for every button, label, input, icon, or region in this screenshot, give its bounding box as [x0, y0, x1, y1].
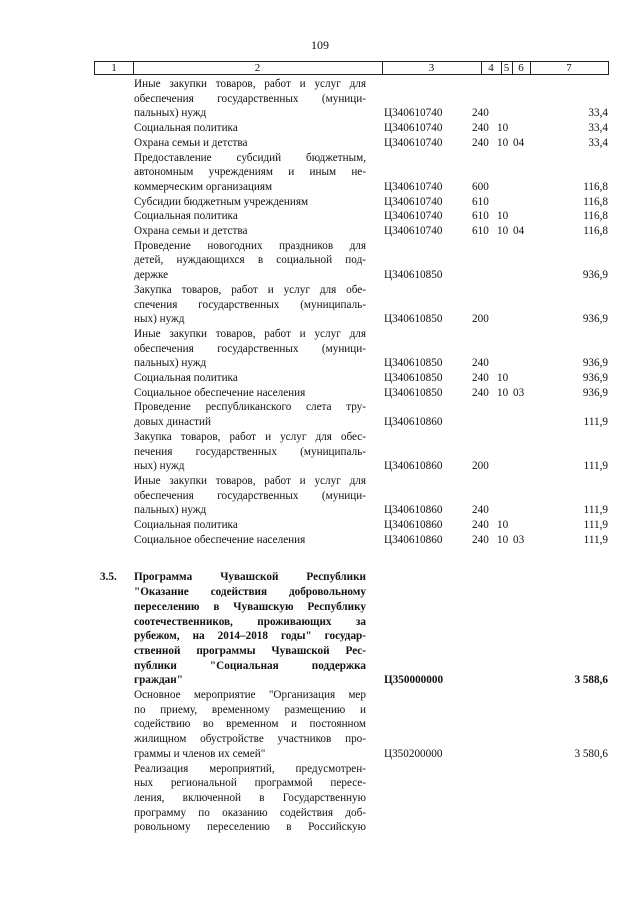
row-description: [134, 474, 366, 518]
row-description: [134, 762, 366, 836]
target-code: Ц340610740: [384, 180, 443, 193]
row-description: [134, 136, 366, 151]
description-line: публики "Социальная поддержка: [134, 659, 366, 672]
description-line: обеспечения государственных (муници-: [134, 92, 366, 105]
description-line: Реализация мероприятий, предусмотрен-: [134, 762, 366, 775]
target-code: Ц340610850: [384, 357, 443, 370]
description-line: ровольному переселению в Российскую: [134, 821, 366, 834]
amount: 3 588,6: [574, 674, 608, 687]
amount: 116,8: [583, 225, 608, 237]
subsection-code: 03: [513, 533, 525, 546]
row-description: [134, 570, 366, 688]
expense-type: 240: [472, 107, 489, 120]
amount: 936,9: [582, 386, 608, 399]
expense-type: 240: [472, 519, 489, 531]
description-line: ных) нужд: [134, 313, 185, 326]
section-code: 10: [497, 372, 509, 384]
target-code: Ц340610850: [384, 386, 443, 399]
amount: 33,4: [588, 122, 608, 135]
description-line: Социальная политика: [134, 519, 238, 531]
description-line: Социальное обеспечение населения: [134, 533, 306, 546]
description-line: ления, включенной в Государственную: [134, 791, 366, 804]
description-line: обеспечения государственных (муници-: [134, 489, 366, 502]
target-code: Ц340610860: [384, 416, 443, 429]
description-line: Программа Чувашской Республики: [134, 571, 366, 584]
description-line: переселению в Чувашскую Республику: [134, 600, 366, 613]
description-line: пальных) нужд: [134, 357, 207, 370]
row-description: [134, 327, 366, 371]
row-description: [134, 195, 366, 210]
target-code: Ц340610860: [384, 519, 443, 531]
description-line: Иные закупки товаров, работ и услуг для: [134, 327, 366, 340]
section-code: 10: [497, 122, 509, 135]
description-line: коммерческим организациям: [134, 180, 273, 193]
row-description: [134, 688, 366, 762]
target-code: Ц340610740: [384, 107, 443, 120]
expense-type: 240: [472, 372, 489, 384]
description-line: Закупка товаров, работ и услуг для обе-: [134, 283, 366, 296]
row-description: [134, 224, 366, 239]
header-col-6: 6: [512, 62, 531, 74]
header-col-5: 5: [501, 62, 513, 74]
description-line: Закупка товаров, работ и услуг для обес-: [134, 430, 366, 443]
section-number: 3.5.: [100, 571, 117, 584]
amount: 936,9: [582, 269, 608, 282]
expense-type: 240: [472, 122, 489, 135]
subsection-code: 04: [513, 136, 525, 149]
description-line: Охрана семьи и детства: [134, 225, 248, 237]
amount: 936,9: [582, 357, 608, 370]
description-line: держке: [134, 269, 169, 282]
expense-type: 240: [472, 136, 489, 149]
page-number: 109: [311, 38, 329, 52]
description-line: граммы и членов их семей": [134, 747, 266, 760]
expense-type: 240: [472, 533, 489, 546]
row-description: [134, 239, 366, 283]
section-code: 10: [497, 225, 509, 237]
row-description: [134, 77, 366, 121]
amount: 111,9: [583, 416, 608, 429]
row-description: [134, 533, 366, 548]
description-line: довых династий: [134, 416, 211, 429]
header-col-2: 2: [133, 62, 383, 74]
header-col-3: 3: [382, 62, 482, 74]
row-description: [134, 151, 366, 195]
amount: 116,8: [583, 210, 608, 223]
row-description: [134, 518, 366, 533]
expense-type: 600: [472, 180, 489, 193]
description-line: пальных) нужд: [134, 504, 207, 517]
target-code: Ц340610850: [384, 313, 443, 326]
amount: 116,8: [583, 180, 608, 193]
description-line: Социальная политика: [134, 122, 238, 135]
description-line: Охрана семьи и детства: [134, 136, 248, 149]
description-line: "Оказание содействия добровольному: [134, 586, 366, 599]
expense-type: 610: [472, 195, 489, 208]
target-code: Ц340610740: [384, 210, 443, 223]
description-line: Социальная политика: [134, 210, 238, 223]
row-description: [134, 430, 366, 474]
row-description: [134, 121, 366, 136]
amount: 3 580,6: [574, 747, 608, 760]
target-code: Ц350000000: [384, 674, 444, 687]
target-code: Ц340610850: [384, 269, 443, 282]
description-line: детей, нуждающихся в социальной под-: [134, 254, 366, 267]
target-code: Ц340610860: [384, 533, 443, 546]
description-line: Основное мероприятие "Организация мер: [134, 689, 366, 701]
description-line: Иные закупки товаров, работ и услуг для: [134, 474, 366, 487]
subsection-code: 04: [513, 225, 525, 237]
description-line: обеспечения государственных (муници-: [134, 342, 366, 355]
expense-type: 200: [472, 460, 489, 473]
amount: 936,9: [582, 372, 608, 384]
description-line: соотечественников, проживающих за: [134, 615, 366, 628]
header-col-1: 1: [95, 62, 134, 74]
expense-type: 240: [472, 386, 489, 399]
amount: 33,4: [588, 136, 608, 149]
description-line: Иные закупки товаров, работ и услуг для: [134, 78, 366, 90]
target-code: Ц340610740: [384, 225, 443, 237]
section-code: 10: [497, 533, 509, 546]
description-line: ственной программы Чувашской Рес-: [134, 644, 366, 657]
description-line: жилищном обустройстве участников про-: [134, 733, 366, 746]
amount: 111,9: [583, 533, 608, 546]
amount: 936,9: [582, 313, 608, 326]
target-code: Ц340610860: [384, 460, 443, 473]
description-line: Социальное обеспечение населения: [134, 386, 306, 399]
target-code: Ц340610740: [384, 122, 443, 135]
row-description: [134, 283, 366, 327]
expense-type: 610: [472, 210, 489, 223]
description-line: ных региональной программой пересе-: [134, 777, 366, 790]
section-code: 10: [497, 136, 509, 149]
description-line: рубежом, на 2014–2018 годы" государ-: [134, 630, 366, 643]
target-code: Ц340610740: [384, 195, 443, 208]
row-description: [134, 209, 366, 224]
description-line: Предоставление субсидий бюджетным,: [134, 151, 366, 164]
description-line: автономным учреждениям и иным не-: [134, 166, 366, 179]
row-description: [134, 371, 366, 386]
description-line: ных) нужд: [134, 460, 185, 473]
subsection-code: 03: [513, 386, 525, 399]
description-line: программу по оказанию содействия доб-: [134, 806, 366, 819]
expense-type: 200: [472, 313, 489, 326]
section-code: 10: [497, 519, 509, 531]
amount: 33,4: [588, 107, 608, 120]
description-line: Проведение новогодних праздников для: [134, 239, 366, 252]
header-col-7: 7: [566, 62, 572, 74]
target-code: Ц340610740: [384, 136, 443, 149]
target-code: Ц340610850: [384, 372, 443, 384]
description-line: содействию во временном и постоянном: [134, 718, 366, 731]
section-code: 10: [497, 210, 509, 223]
row-description: [134, 400, 366, 429]
amount: 116,8: [583, 195, 608, 208]
description-line: спечения государственных (муниципаль-: [134, 298, 366, 311]
description-line: печения государственных (муниципаль-: [134, 445, 366, 458]
section-code: 10: [497, 386, 509, 399]
row-description: [134, 386, 366, 401]
target-code: Ц350200000: [384, 747, 443, 760]
amount: 111,9: [583, 504, 608, 517]
expense-type: 610: [472, 225, 489, 237]
expense-type: 240: [472, 504, 489, 517]
expense-type: 240: [472, 357, 489, 370]
header-col-4: 4: [481, 62, 502, 74]
amount: 111,9: [583, 519, 608, 531]
amount: 111,9: [583, 460, 608, 473]
target-code: Ц340610860: [384, 504, 443, 517]
table-header: [94, 61, 609, 75]
description-line: Проведение республиканского слета тру-: [134, 401, 366, 414]
description-line: граждан": [134, 674, 183, 687]
description-line: Социальная политика: [134, 372, 238, 384]
description-line: Субсидии бюджетным учреждениям: [134, 195, 309, 208]
description-line: пальных) нужд: [134, 107, 207, 120]
description-line: по приему, временному размещению и: [134, 703, 366, 716]
